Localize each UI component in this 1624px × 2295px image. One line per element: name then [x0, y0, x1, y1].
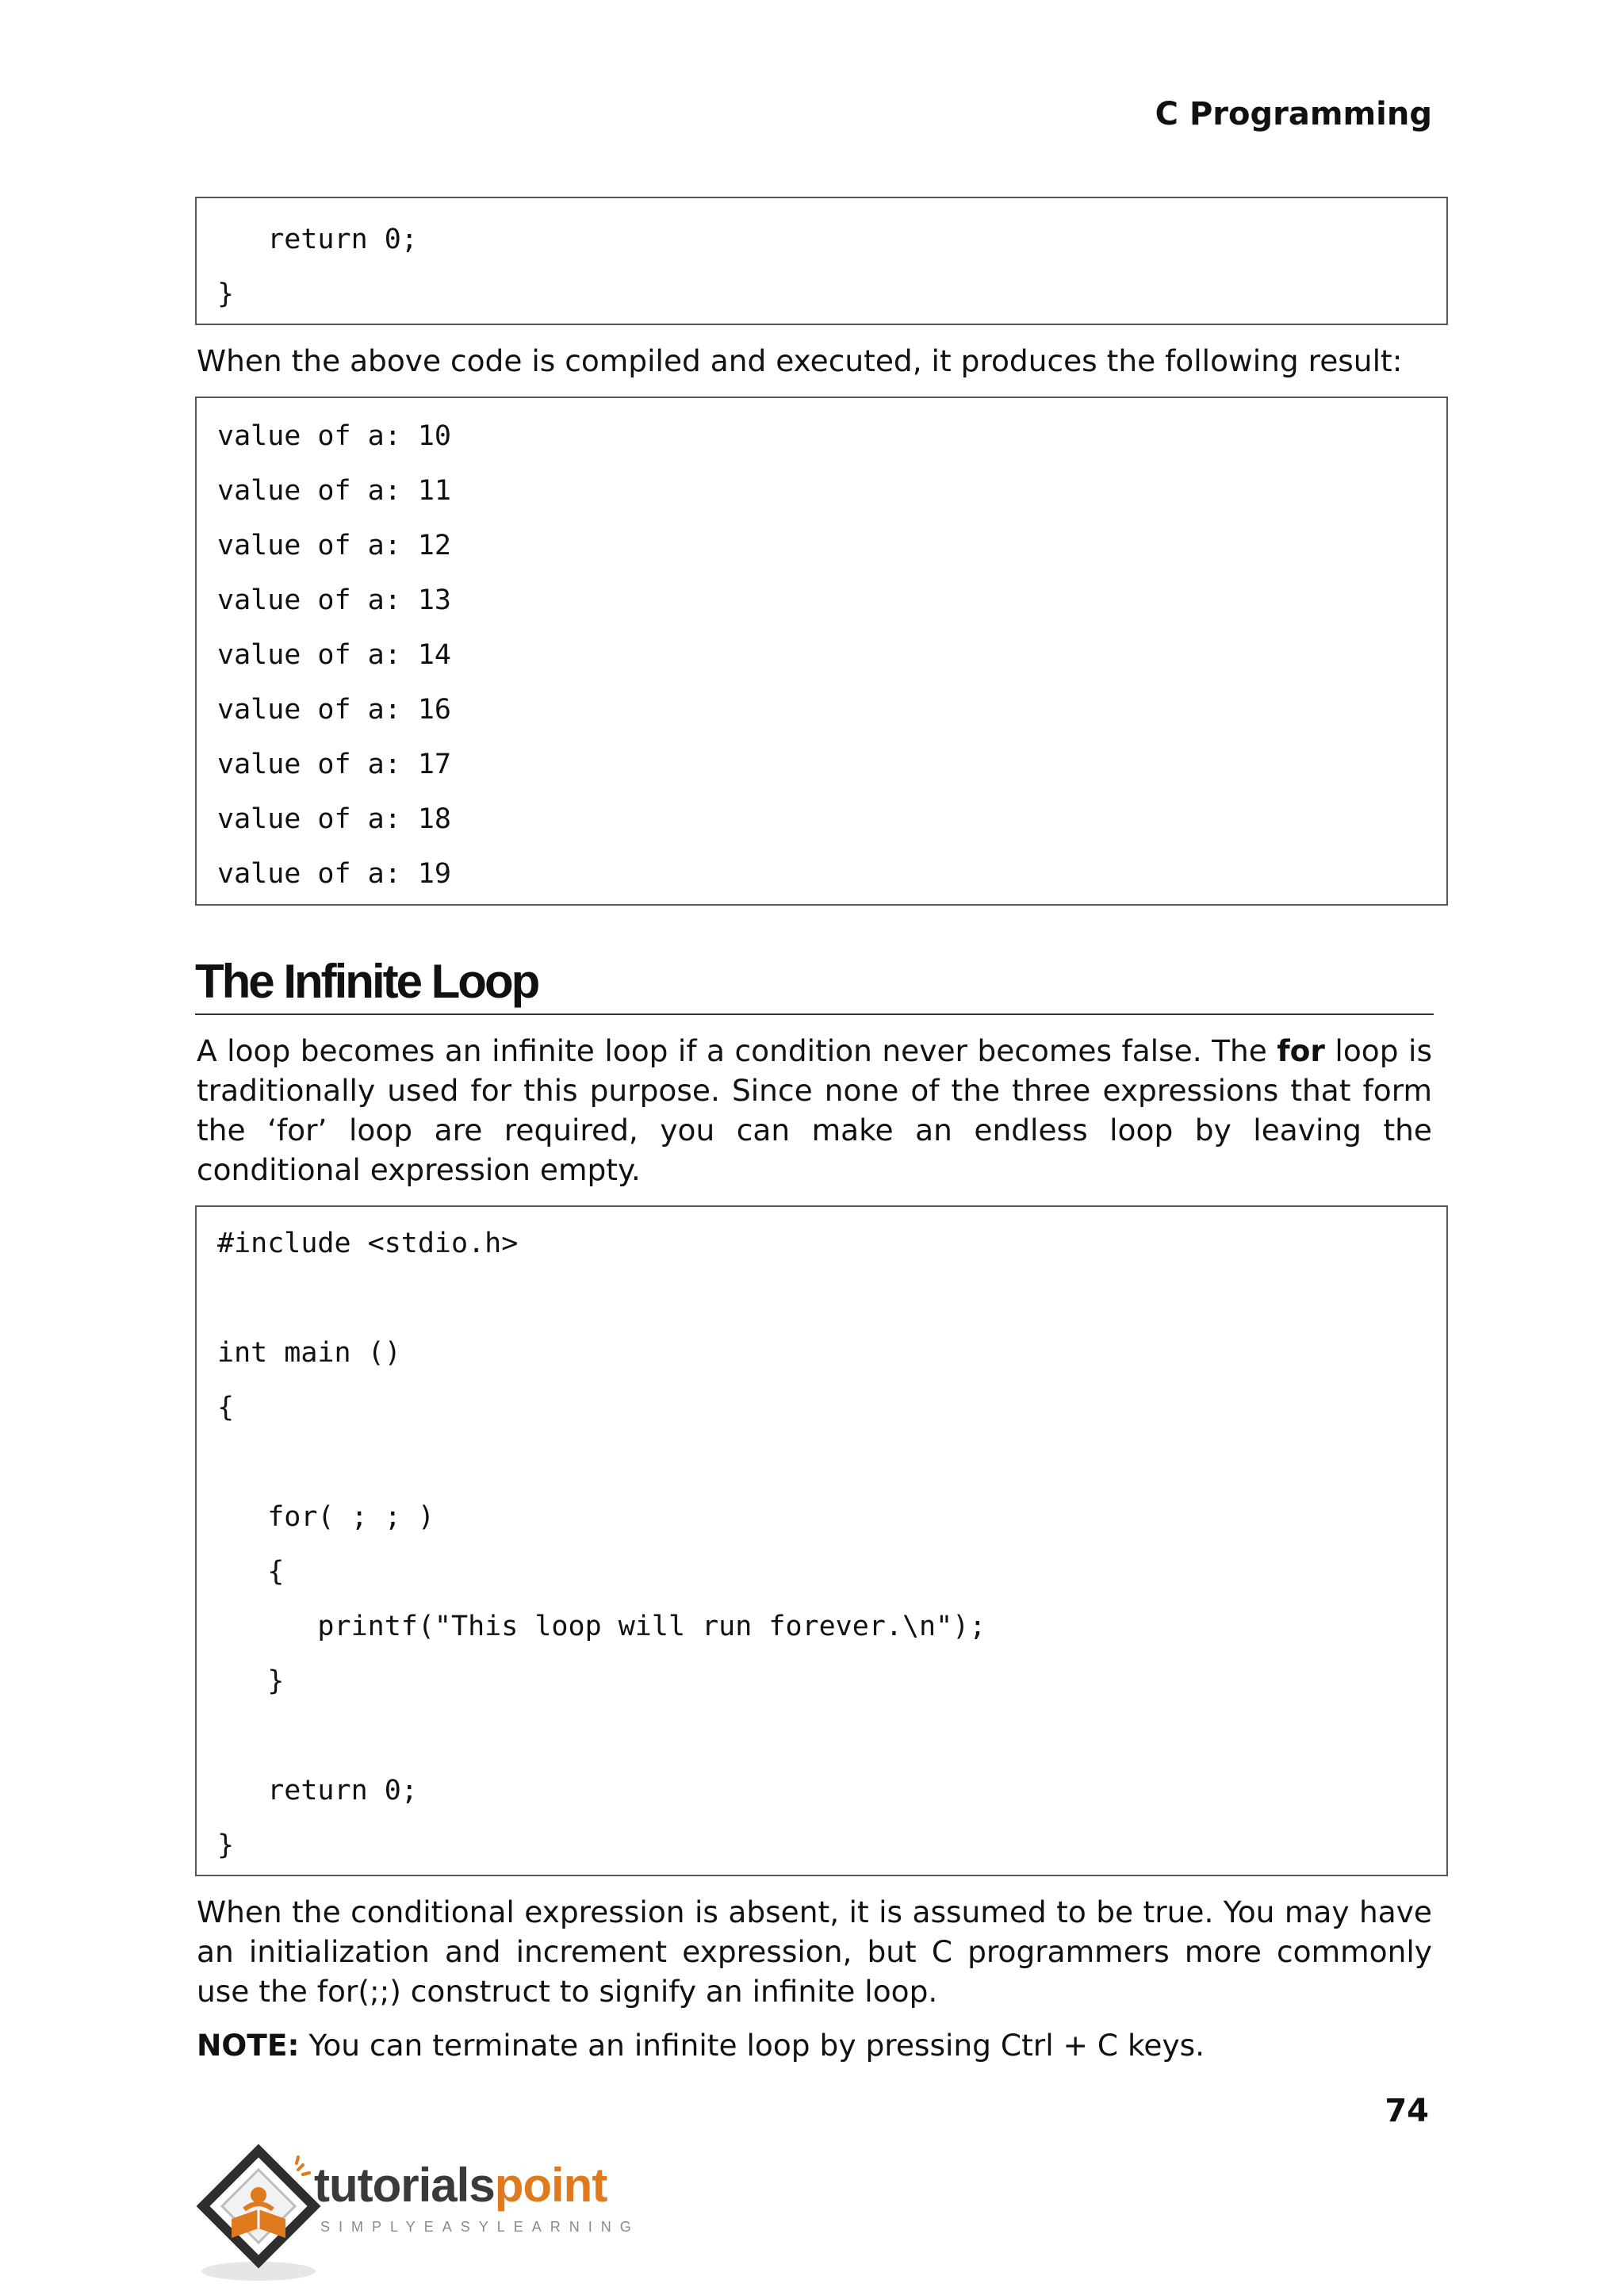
output-line: value of a: 13 — [217, 584, 452, 616]
code-line: return 0; — [217, 224, 418, 255]
code-line: return 0; — [217, 1775, 418, 1806]
page-number: 74 — [1385, 2093, 1429, 2129]
section-heading — [195, 950, 1434, 1015]
code-line: { — [217, 1392, 235, 1423]
para-bold-keyword: for — [1277, 1033, 1325, 1068]
output-line: value of a: 10 — [217, 420, 452, 452]
output-block — [195, 397, 1448, 906]
code-line: } — [217, 1665, 285, 1697]
code-line: for( ; ; ) — [217, 1501, 435, 1533]
para-text: A loop becomes an infinite loop if a condition never becomes false. The — [197, 1033, 1277, 1068]
logo-text-dark: tutorials — [314, 2159, 495, 2212]
code-block-1 — [195, 197, 1448, 325]
code-line: #include <stdio.h> — [217, 1228, 519, 1259]
tutorialspoint-logo — [195, 2143, 639, 2285]
para-text: loop is traditionally used for this purpose. Since none of the three expressions that form the ‘for’ loop are required, you can make an endless loop by leaving the conditional expression empty. — [197, 1033, 1432, 1187]
conditional-paragraph: When the conditional expression is absent, it is assumed to be true. You may have an initialization and increment expression, but C programmers more commonly use the for(;;) construct to signify an infinite loop. — [197, 1895, 1432, 2009]
result-intro-paragraph: When the above code is compiled and executed, it produces the following result: — [197, 343, 1403, 378]
logo-wordmark — [314, 2160, 607, 2211]
running-header: C Programming — [1155, 96, 1432, 132]
output-line: value of a: 14 — [217, 639, 452, 671]
code-line: int main () — [217, 1337, 401, 1369]
infinite-loop-paragraph — [197, 1031, 1432, 1190]
code-line: printf("This loop will run forever.\n"); — [217, 1611, 986, 1642]
note-text: You can terminate an infinite loop by pressing Ctrl + C keys. — [299, 2028, 1205, 2063]
code-block-2 — [195, 1205, 1448, 1876]
code-line — [217, 1271, 1426, 1326]
logo-tagline: SIMPLYEASYLEARNING — [320, 2219, 640, 2235]
code-line: } — [217, 1829, 235, 1861]
logo-text-orange: point — [494, 2159, 607, 2212]
output-line: value of a: 12 — [217, 530, 452, 561]
code-line — [217, 1435, 1426, 1490]
code-line: { — [217, 1556, 285, 1588]
note-paragraph — [197, 2025, 1432, 2065]
output-line: value of a: 19 — [217, 858, 452, 890]
code-line: } — [217, 278, 235, 310]
output-line: value of a: 17 — [217, 749, 452, 780]
output-line: value of a: 18 — [217, 803, 452, 835]
output-line: value of a: 16 — [217, 694, 452, 726]
code-line — [217, 1709, 1426, 1764]
logo-emblem-icon — [195, 2143, 330, 2285]
note-label: NOTE: — [197, 2028, 300, 2063]
output-line: value of a: 11 — [217, 475, 452, 507]
section-heading-text: The Infinite Loop — [195, 955, 538, 1008]
